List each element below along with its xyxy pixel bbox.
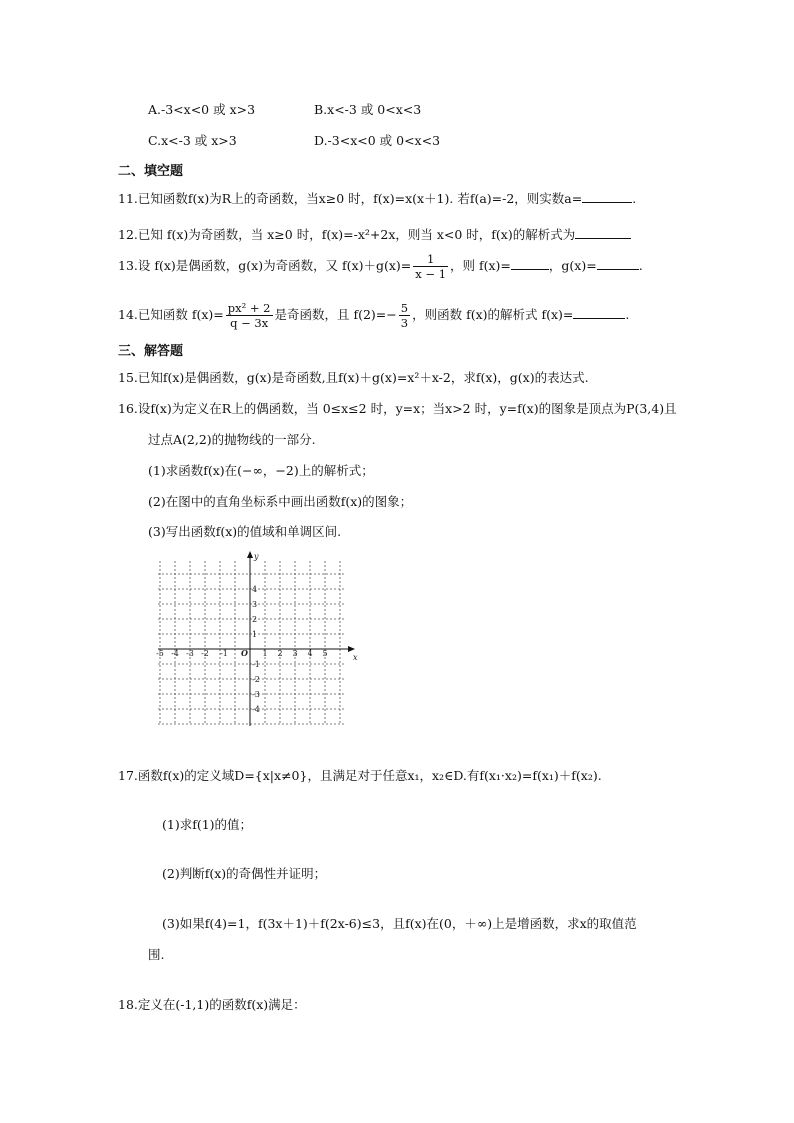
fraction-denominator: q − 3x xyxy=(226,315,273,330)
fraction-numerator: 5 xyxy=(400,301,409,315)
fraction-numerator: 1 xyxy=(426,252,435,266)
fraction-numerator: px² + 2 xyxy=(227,301,271,315)
question-14 xyxy=(118,301,629,330)
answer-blank xyxy=(597,256,639,270)
y-tick-label: -3 xyxy=(252,690,260,699)
answer-blank xyxy=(511,256,549,270)
y-axis-label: y xyxy=(254,552,259,561)
answer-blank xyxy=(582,189,632,203)
choice-b: B.x<-3 或 0<x<3 xyxy=(314,102,422,117)
y-tick-label: 3 xyxy=(252,600,258,609)
coordinate-grid xyxy=(155,548,365,731)
y-tick-label: -2 xyxy=(252,675,260,684)
y-tick-label: 2 xyxy=(252,615,258,624)
question-12 xyxy=(118,225,631,244)
coordinate-grid-svg xyxy=(155,548,365,728)
question-18: 18.定义在(-1,1)的函数f(x)满足： xyxy=(118,997,306,1012)
x-tick-label: -5 xyxy=(156,649,164,658)
question-13 xyxy=(118,252,643,281)
question-13-end: . xyxy=(638,258,643,273)
question-11 xyxy=(118,189,636,208)
question-14-mid: 是奇函数，且 f(2)=− xyxy=(274,307,397,322)
origin-label: O xyxy=(241,648,248,658)
section-heading-fill-in: 二、填空题 xyxy=(118,164,184,179)
choice-c: C.x<-3 或 x>3 xyxy=(148,133,237,148)
x-tick-label: -3 xyxy=(186,649,194,658)
question-13-mid2: ，g(x)= xyxy=(548,258,597,273)
question-14-end: . xyxy=(625,307,630,322)
x-tick-label: 1 xyxy=(262,649,268,658)
fraction-denominator: x − 1 xyxy=(415,267,447,281)
question-13-mid: ，则 f(x)= xyxy=(450,258,511,273)
question-16-part2: (2)在图中的直角坐标系中画出函数f(x)的图象； xyxy=(148,494,413,509)
fraction xyxy=(226,301,273,330)
x-tick-label: -1 xyxy=(220,649,228,658)
x-tick-label: 4 xyxy=(307,649,313,658)
question-17-line1: 17.函数f(x)的定义域D={x|x≠0}，且满足对于任意x₁，x₂∈D.有f(x₁·x₂)=f(x₁)＋f(x₂). xyxy=(118,768,602,783)
fraction-denominator: 3 xyxy=(400,316,409,330)
y-tick-label: 4 xyxy=(252,585,258,594)
x-tick-label: -4 xyxy=(171,649,179,658)
y-tick-label: -4 xyxy=(252,705,260,714)
question-12-text: 12.已知 f(x)为奇函数，当 x≥0 时，f(x)=-x²+2x，则当 x<0 时，f(x)的解析式为 xyxy=(118,227,576,242)
x-tick-label: 3 xyxy=(292,649,298,658)
fraction xyxy=(399,301,410,330)
choice-a: A.-3<x<0 或 x>3 xyxy=(148,102,256,117)
question-17-part3: (3)如果f(4)=1，f(3x＋1)＋f(2x-6)≤3，且f(x)在(0，＋∞)上是增函数，求x的取值范 xyxy=(162,916,637,931)
question-16-line2: 过点A(2,2)的抛物线的一部分. xyxy=(148,432,316,447)
question-16-part3: (3)写出函数f(x)的值域和单调区间. xyxy=(148,524,342,539)
y-tick-label: 1 xyxy=(252,630,258,639)
answer-blank xyxy=(573,305,625,319)
question-11-text: 11.已知函数f(x)为R上的奇函数，当x≥0 时，f(x)=x(x＋1). 若f(a)=-2，则实数a= xyxy=(118,191,583,206)
question-17-part2: (2)判断f(x)的奇偶性并证明； xyxy=(162,866,327,881)
x-tick-label: -2 xyxy=(201,649,209,658)
x-tick-label: 5 xyxy=(322,649,328,658)
question-14-text: 14.已知函数 f(x)= xyxy=(118,307,224,322)
x-tick-label: 2 xyxy=(277,649,283,658)
choice-d: D.-3<x<0 或 0<x<3 xyxy=(314,133,441,148)
fraction xyxy=(413,252,448,281)
question-16-part1: (1)求函数f(x)在(−∞，−2)上的解析式； xyxy=(148,463,374,478)
question-17-part3-cont: 围. xyxy=(148,947,165,962)
x-axis-label: x xyxy=(353,653,358,662)
question-15: 15.已知f(x)是偶函数，g(x)是奇函数,且f(x)＋g(x)=x²＋x-2，求f(x)，g(x)的表达式. xyxy=(118,370,589,385)
question-13-text: 13.设 f(x)是偶函数，g(x)为奇函数，又 f(x)＋g(x)= xyxy=(118,258,412,273)
section-heading-solutions: 三、解答题 xyxy=(118,344,184,359)
question-17-part1: (1)求f(1)的值； xyxy=(162,817,253,832)
question-11-end: . xyxy=(632,191,637,206)
answer-blank xyxy=(575,225,631,239)
y-tick-label: -1 xyxy=(252,660,260,669)
question-14-post: ，则函数 f(x)的解析式 f(x)= xyxy=(412,307,574,322)
question-16-line1: 16.设f(x)为定义在R上的偶函数，当 0≤x≤2 时，y=x；当x>2 时，y=f(x)的图象是顶点为P(3,4)且 xyxy=(118,401,677,416)
